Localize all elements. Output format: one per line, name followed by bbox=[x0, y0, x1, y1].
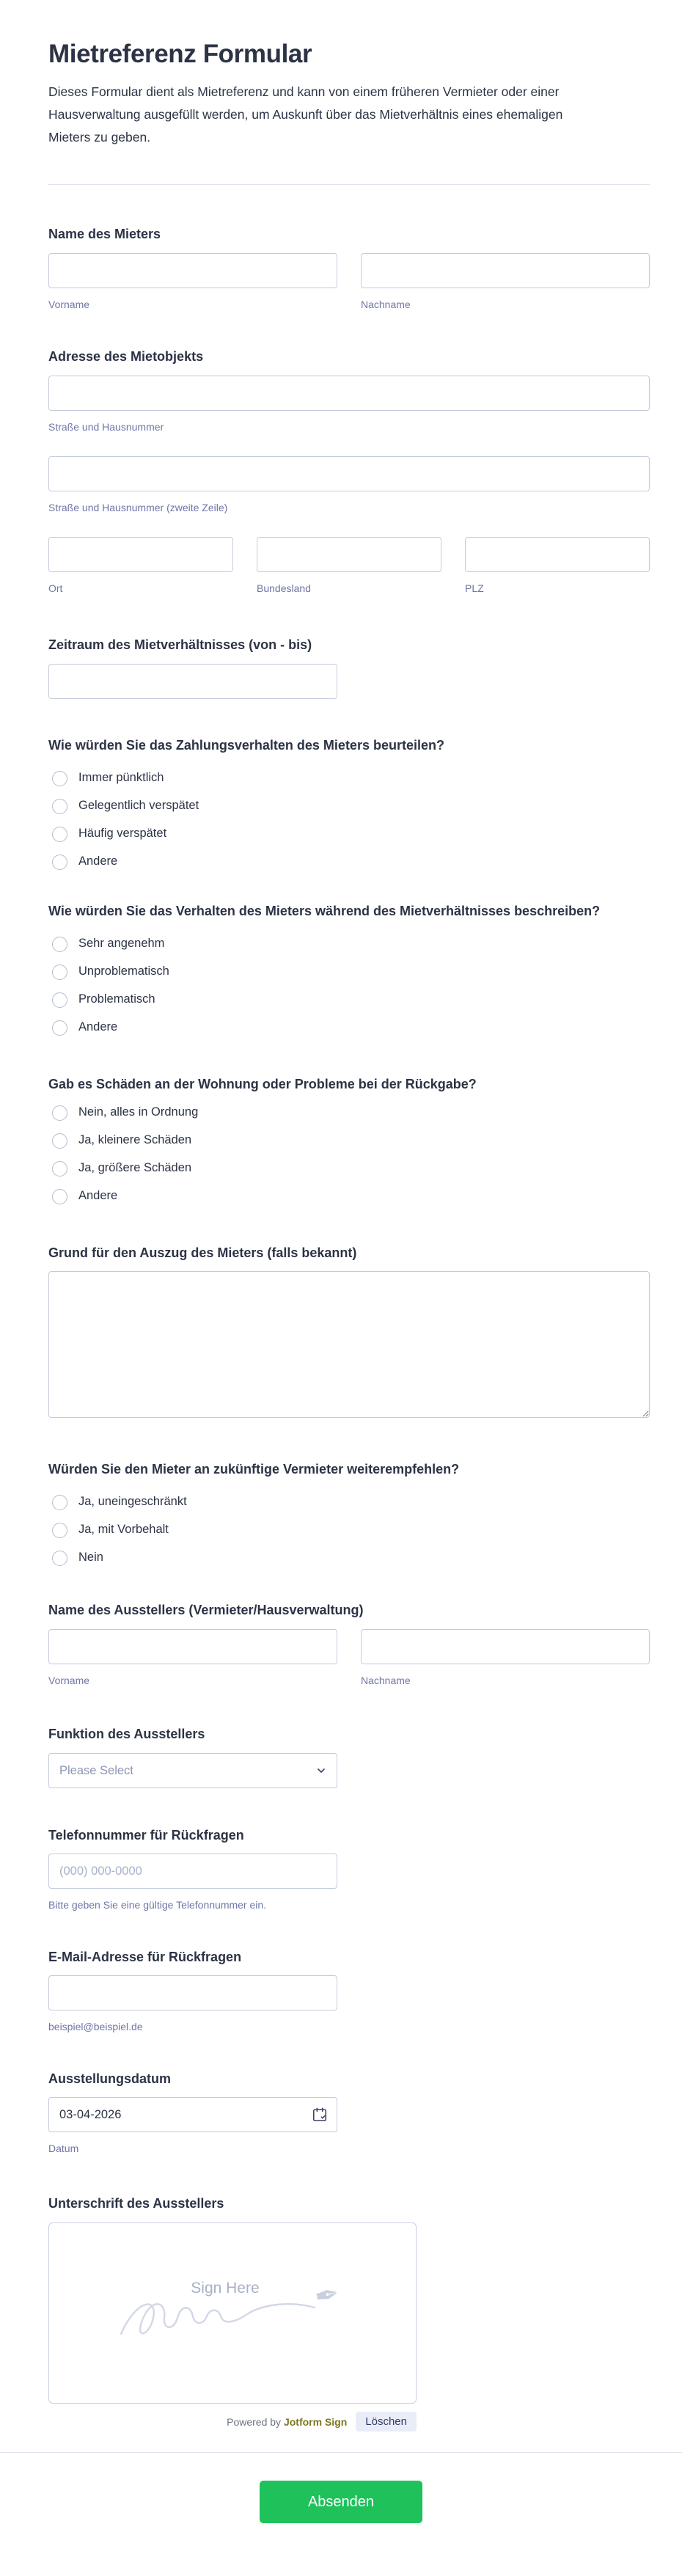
radio-option-label: Andere bbox=[78, 1189, 118, 1202]
tenant-first-name-input[interactable] bbox=[48, 253, 337, 288]
payment-behavior-label: Wie würden Sie das Zahlungsverhalten des Mieters beurteilen? bbox=[48, 738, 444, 753]
section-tenant-behavior bbox=[48, 901, 650, 1041]
payment-behavior-options bbox=[48, 764, 650, 875]
radio-option[interactable] bbox=[48, 1488, 650, 1515]
radio-option-label: Unproblematisch bbox=[78, 965, 169, 978]
signature-squiggle bbox=[121, 2304, 315, 2334]
radio-option-label: Nein, alles in Ordnung bbox=[78, 1105, 199, 1119]
phone-label: Telefonnummer für Rückfragen bbox=[48, 1828, 244, 1843]
radio-option[interactable] bbox=[48, 819, 650, 847]
radio-option-label: Problematisch bbox=[78, 992, 155, 1006]
section-recommend bbox=[48, 1460, 650, 1571]
damages-options bbox=[48, 1098, 650, 1210]
address-zip-input[interactable] bbox=[465, 537, 650, 572]
issuer-first-name-sublabel: Vorname bbox=[48, 1675, 90, 1686]
radio-option[interactable] bbox=[48, 985, 650, 1013]
move-reason-label: Grund für den Auszug des Mieters (falls bekannt) bbox=[48, 1245, 357, 1260]
radio-button[interactable] bbox=[52, 1523, 67, 1538]
radio-option[interactable] bbox=[48, 847, 650, 875]
address-line2-input[interactable] bbox=[48, 456, 650, 491]
radio-option[interactable] bbox=[48, 929, 650, 957]
radio-option-label: Immer pünktlich bbox=[78, 771, 164, 784]
issuer-role-selected-value: Please Select bbox=[59, 1763, 133, 1777]
phone-sublabel: Bitte geben Sie eine gültige Telefonnummer ein. bbox=[48, 1899, 267, 1911]
section-move-reason bbox=[48, 1243, 650, 1421]
address-label: Adresse des Mietobjekts bbox=[48, 349, 204, 364]
radio-option-label: Ja, größere Schäden bbox=[78, 1161, 192, 1174]
radio-button[interactable] bbox=[52, 1495, 67, 1510]
signature-clear-button[interactable]: Löschen bbox=[356, 2412, 417, 2432]
recommend-options bbox=[48, 1488, 650, 1571]
radio-button[interactable] bbox=[52, 1133, 67, 1149]
sign-here-hint bbox=[115, 2262, 350, 2365]
radio-button[interactable] bbox=[52, 1105, 67, 1121]
tenant-last-name-sublabel: Nachname bbox=[361, 299, 411, 310]
jotform-sign-brand: Jotform Sign bbox=[283, 2415, 348, 2428]
email-input[interactable] bbox=[48, 1975, 337, 2010]
issuer-last-name-input[interactable] bbox=[361, 1629, 650, 1664]
radio-button[interactable] bbox=[52, 1189, 67, 1204]
issuer-first-name-input[interactable] bbox=[48, 1629, 337, 1664]
radio-button[interactable] bbox=[52, 1551, 67, 1566]
address-line2-sublabel: Straße und Hausnummer (zweite Zeile) bbox=[48, 502, 228, 513]
radio-button[interactable] bbox=[52, 771, 67, 786]
signature-footer bbox=[48, 2412, 417, 2432]
signature-pad[interactable] bbox=[48, 2222, 417, 2404]
issue-date-label: Ausstellungsdatum bbox=[48, 2071, 172, 2086]
page-title: Mietreferenz Formular bbox=[48, 40, 312, 68]
radio-option[interactable] bbox=[48, 1154, 650, 1182]
move-reason-textarea[interactable] bbox=[48, 1271, 650, 1418]
sign-here-text: Sign Here bbox=[191, 2279, 260, 2297]
tenant-behavior-options bbox=[48, 929, 650, 1041]
radio-option[interactable] bbox=[48, 791, 650, 819]
powered-by-text: Powered by Jotform Sign bbox=[227, 2415, 348, 2428]
phone-input[interactable] bbox=[48, 1854, 337, 1889]
email-sublabel: beispiel@beispiel.de bbox=[48, 2021, 143, 2032]
radio-button[interactable] bbox=[52, 799, 67, 814]
address-state-sublabel: Bundesland bbox=[257, 582, 311, 594]
issue-date-input[interactable] bbox=[48, 2097, 337, 2132]
radio-option[interactable] bbox=[48, 1013, 650, 1041]
section-payment-behavior bbox=[48, 736, 650, 875]
section-signature bbox=[48, 2194, 650, 2432]
section-issuer-name bbox=[48, 1600, 650, 1686]
form-footer bbox=[0, 2453, 682, 2560]
address-line1-sublabel: Straße und Hausnummer bbox=[48, 421, 164, 433]
issuer-role-label: Funktion des Ausstellers bbox=[48, 1727, 205, 1741]
radio-button[interactable] bbox=[52, 1020, 67, 1036]
radio-option[interactable] bbox=[48, 1182, 650, 1210]
section-issuer-role bbox=[48, 1724, 650, 1788]
submit-button[interactable]: Absenden bbox=[260, 2481, 422, 2523]
chevron-down-icon bbox=[315, 1765, 327, 1777]
radio-option-label: Ja, mit Vorbehalt bbox=[78, 1523, 169, 1536]
radio-option-label: Ja, kleinere Schäden bbox=[78, 1133, 192, 1146]
recommend-label: Würden Sie den Mieter an zukünftige Vermieter weiterempfehlen? bbox=[48, 1462, 460, 1477]
tenant-behavior-label: Wie würden Sie das Verhalten des Mieters während des Mietverhältnisses beschreiben? bbox=[48, 904, 601, 918]
section-damages bbox=[48, 1075, 650, 1210]
tenant-name-label: Name des Mieters bbox=[48, 227, 161, 241]
radio-option[interactable] bbox=[48, 957, 650, 985]
radio-option[interactable] bbox=[48, 1098, 650, 1126]
section-email bbox=[48, 1947, 650, 2032]
issuer-name-label: Name des Ausstellers (Vermieter/Hausverwaltung) bbox=[48, 1603, 364, 1617]
address-city-sublabel: Ort bbox=[48, 582, 63, 594]
issuer-role-select[interactable] bbox=[48, 1753, 337, 1788]
section-tenant-name bbox=[48, 224, 650, 310]
radio-option-label: Andere bbox=[78, 855, 118, 868]
radio-button[interactable] bbox=[52, 1161, 67, 1177]
radio-option-label: Häufig verspätet bbox=[78, 827, 167, 840]
radio-option[interactable] bbox=[48, 1543, 650, 1571]
radio-option[interactable] bbox=[48, 764, 650, 791]
pen-nib-icon: ✒ bbox=[312, 2277, 343, 2314]
section-rental-period bbox=[48, 635, 650, 699]
radio-option[interactable] bbox=[48, 1126, 650, 1154]
tenant-last-name-input[interactable] bbox=[361, 253, 650, 288]
calendar-icon[interactable] bbox=[312, 2107, 328, 2123]
radio-option-label: Sehr angenehm bbox=[78, 937, 165, 950]
radio-button[interactable] bbox=[52, 855, 67, 870]
damages-label: Gab es Schäden an der Wohnung oder Probleme bei der Rückgabe? bbox=[48, 1077, 477, 1091]
radio-button[interactable] bbox=[52, 827, 67, 842]
rental-period-input[interactable] bbox=[48, 664, 337, 699]
form-header bbox=[0, 0, 682, 185]
issuer-last-name-sublabel: Nachname bbox=[361, 1675, 411, 1686]
form-description: Dieses Formular dient als Mietreferenz und kann von einem früheren Vermieter oder einer Hausverwaltung ausgefüllt werden, um Auskunft über das Mietverhältnis eines ehemaligen Mieters zu geben. bbox=[48, 84, 563, 144]
section-issue-date bbox=[48, 2069, 650, 2154]
address-line1-input[interactable] bbox=[48, 376, 650, 411]
radio-button[interactable] bbox=[52, 937, 67, 952]
email-label: E-Mail-Adresse für Rückfragen bbox=[48, 1950, 242, 1964]
section-phone bbox=[48, 1826, 650, 1911]
radio-option-label: Nein bbox=[78, 1551, 103, 1564]
address-state-input[interactable] bbox=[257, 537, 441, 572]
address-city-input[interactable] bbox=[48, 537, 233, 572]
address-zip-sublabel: PLZ bbox=[465, 582, 484, 594]
radio-button[interactable] bbox=[52, 965, 67, 980]
signature-label: Unterschrift des Ausstellers bbox=[48, 2196, 224, 2211]
tenant-first-name-sublabel: Vorname bbox=[48, 299, 90, 310]
radio-button[interactable] bbox=[52, 992, 67, 1008]
radio-option-label: Ja, uneingeschränkt bbox=[78, 1495, 187, 1508]
issue-date-sublabel: Datum bbox=[48, 2143, 79, 2154]
rental-period-label: Zeitraum des Mietverhältnisses (von - bis) bbox=[48, 637, 312, 652]
radio-option[interactable] bbox=[48, 1515, 650, 1543]
radio-option-label: Andere bbox=[78, 1020, 118, 1033]
section-address bbox=[48, 347, 650, 594]
radio-option-label: Gelegentlich verspätet bbox=[78, 799, 199, 812]
